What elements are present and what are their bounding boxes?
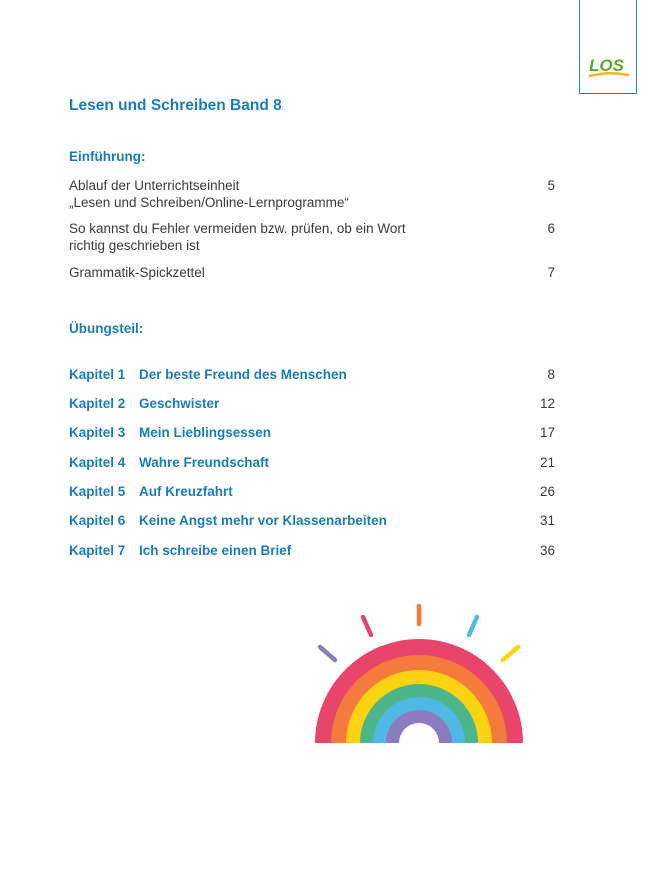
chapter-entry[interactable] — [69, 483, 555, 501]
chapter-page-number: 26 — [539, 484, 555, 499]
toc-entry[interactable] — [69, 177, 555, 211]
chapter-page-number: 17 — [539, 425, 555, 440]
chapter-title: Geschwister — [139, 396, 220, 411]
toc-entry-text: Grammatik-Spickzettel — [69, 265, 205, 280]
chapter-title: Wahre Freundschaft — [139, 455, 270, 470]
chapter-number: Kapitel 4 — [69, 455, 126, 470]
ray-purple — [320, 647, 335, 660]
chapter-number: Kapitel 7 — [69, 543, 126, 558]
chapter-page-number: 8 — [547, 367, 555, 382]
toc-page-number: 5 — [547, 178, 555, 193]
los-logo — [588, 54, 630, 80]
chapter-entry[interactable] — [69, 366, 555, 384]
chapter-title: Mein Lieblingsessen — [139, 425, 272, 440]
chapter-title: Ich schreibe einen Brief — [139, 543, 292, 558]
chapter-number: Kapitel 5 — [69, 484, 126, 499]
svg-text:LOS: LOS — [589, 56, 624, 75]
chapter-title: Keine Angst mehr vor Klassenarbeiten — [139, 513, 387, 528]
ray-blue — [469, 617, 477, 635]
chapter-entry[interactable] — [69, 454, 555, 472]
chapter-entry[interactable] — [69, 395, 555, 413]
chapter-page-number: 12 — [539, 396, 555, 411]
toc-entry-text: Ablauf der Unterrichtseinheit „Lesen und Schreiben/Online-Lernprogramme“ — [69, 178, 349, 210]
chapter-title: Auf Kreuzfahrt — [139, 484, 233, 499]
chapter-page-number: 31 — [539, 513, 555, 528]
chapter-entry[interactable] — [69, 424, 555, 442]
exercises-heading: Übungsteil: — [69, 321, 144, 336]
toc-page-number: 7 — [547, 265, 555, 280]
page-title: Lesen und Schreiben Band 8 — [69, 97, 282, 114]
toc-entry[interactable] — [69, 220, 555, 254]
intro-heading: Einführung: — [69, 149, 146, 164]
chapter-page-number: 36 — [539, 543, 555, 558]
rainbow-illustration — [310, 600, 530, 750]
chapter-entry[interactable] — [69, 542, 555, 560]
chapter-number: Kapitel 1 — [69, 367, 126, 382]
chapter-entry[interactable] — [69, 512, 555, 530]
toc-page-number: 6 — [547, 221, 555, 236]
chapter-title: Der beste Freund des Menschen — [139, 367, 347, 382]
logo-tab — [579, 0, 637, 94]
chapter-number: Kapitel 3 — [69, 425, 126, 440]
ray-pink — [363, 617, 371, 635]
chapter-number: Kapitel 2 — [69, 396, 126, 411]
chapter-page-number: 21 — [539, 455, 555, 470]
toc-entry[interactable] — [69, 264, 555, 281]
toc-entry-text: So kannst du Fehler vermeiden bzw. prüfen, ob ein Wort richtig geschrieben ist — [69, 221, 406, 253]
chapter-number: Kapitel 6 — [69, 513, 126, 528]
ray-yellow — [503, 647, 518, 660]
